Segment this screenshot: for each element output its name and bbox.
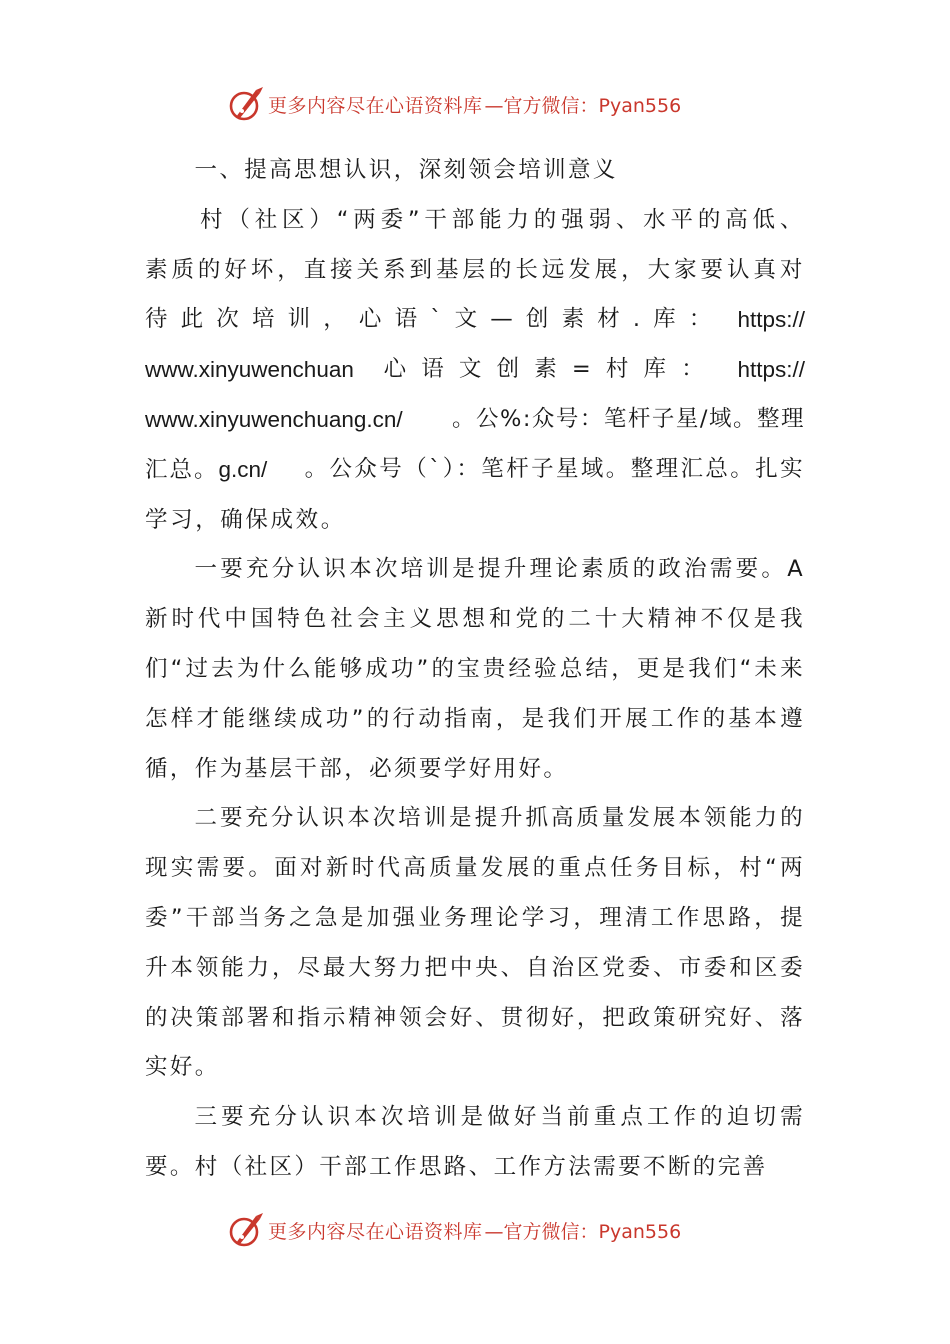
footer-banner [226, 1208, 681, 1252]
document-body [145, 146, 805, 1193]
paragraph-1-line: 素质的好坏，直接关系到基层的长远发展，大家要认真对 [145, 256, 805, 283]
paragraph-1-text: 心 语 文 创 素 = 村 库 ： [383, 356, 708, 383]
quill-pen-logo-icon [226, 1210, 266, 1250]
header-brand-text: 更多内容尽在心语资料库 [268, 94, 483, 117]
paragraph-1-line [145, 445, 805, 496]
paragraph-1-line: 村（社区）“两委”干部能力的强弱、水平的高低、 [200, 206, 805, 233]
paragraph-1-line [145, 395, 805, 445]
paragraph-2: 一要充分认识本次培训是提升理论素质的政治需要。A新时代中国特色社会主义思想和党的二十大精神不仅是我们“过去为什么能够成功”的宝贵经验总结，更是我们“未来怎样才能继续成功”的行动指南，是我们开展工作的基本遵循，作为基层干部，必须要学好用好。 [145, 556, 805, 782]
header-official-text: —官方微信：Pyan556 [484, 94, 682, 117]
paragraph-1-text: 汇总。 [145, 456, 219, 483]
footer-brand-text: 更多内容尽在心语资料库 [268, 1220, 483, 1243]
paragraph-1-line: 学习，确保成效。 [145, 506, 346, 533]
paragraph-1-url: https:// [737, 357, 805, 383]
paragraph-1-line [145, 345, 805, 395]
header-banner [226, 82, 681, 126]
paragraph-1-url: g.cn/ [218, 456, 268, 482]
section-heading: 一、提高思想认识，深刻领会培训意义 [194, 157, 618, 183]
paragraph-3: 二要充分认识本次培训是提升抓高质量发展本领能力的现实需要。面对新时代高质量发展的重点任务目标，村“两委”干部当务之急是加强业务理论学习，理清工作思路，提升本领能力，尽最大努力把中央、自治区党委、市委和区委的决策部署和指示精神领会好、贯彻好，把政策研究好、落实好。 [145, 805, 805, 1081]
paragraph-1-url: www.xinyuwenchuang.cn/ [145, 406, 403, 432]
quill-pen-logo-icon [226, 84, 266, 124]
paragraph-1-text: 待 此 次 培 训 ， 心 语 ` 文 — 创 素 材 . 库 ： [145, 306, 715, 333]
paragraph-1-text: 。公%:众号：笔杆子星/域。整理 [451, 405, 805, 432]
paragraph-1-text: 。公众号（`）：笔杆子星域。整理汇总。扎实 [304, 455, 805, 482]
footer-official-text: —官方微信：Pyan556 [484, 1220, 682, 1243]
paragraph-1-line [145, 295, 805, 345]
paragraph-1 [145, 196, 805, 546]
paragraph-4: 三要充分认识本次培训是做好当前重点工作的迫切需要。村（社区）干部工作思路、工作方法需要不断的完善 [145, 1104, 805, 1180]
paragraph-1-text [145, 445, 267, 496]
paragraph-1-url: www.xinyuwenchuan [145, 357, 354, 383]
paragraph-1-url: https:// [737, 307, 805, 333]
